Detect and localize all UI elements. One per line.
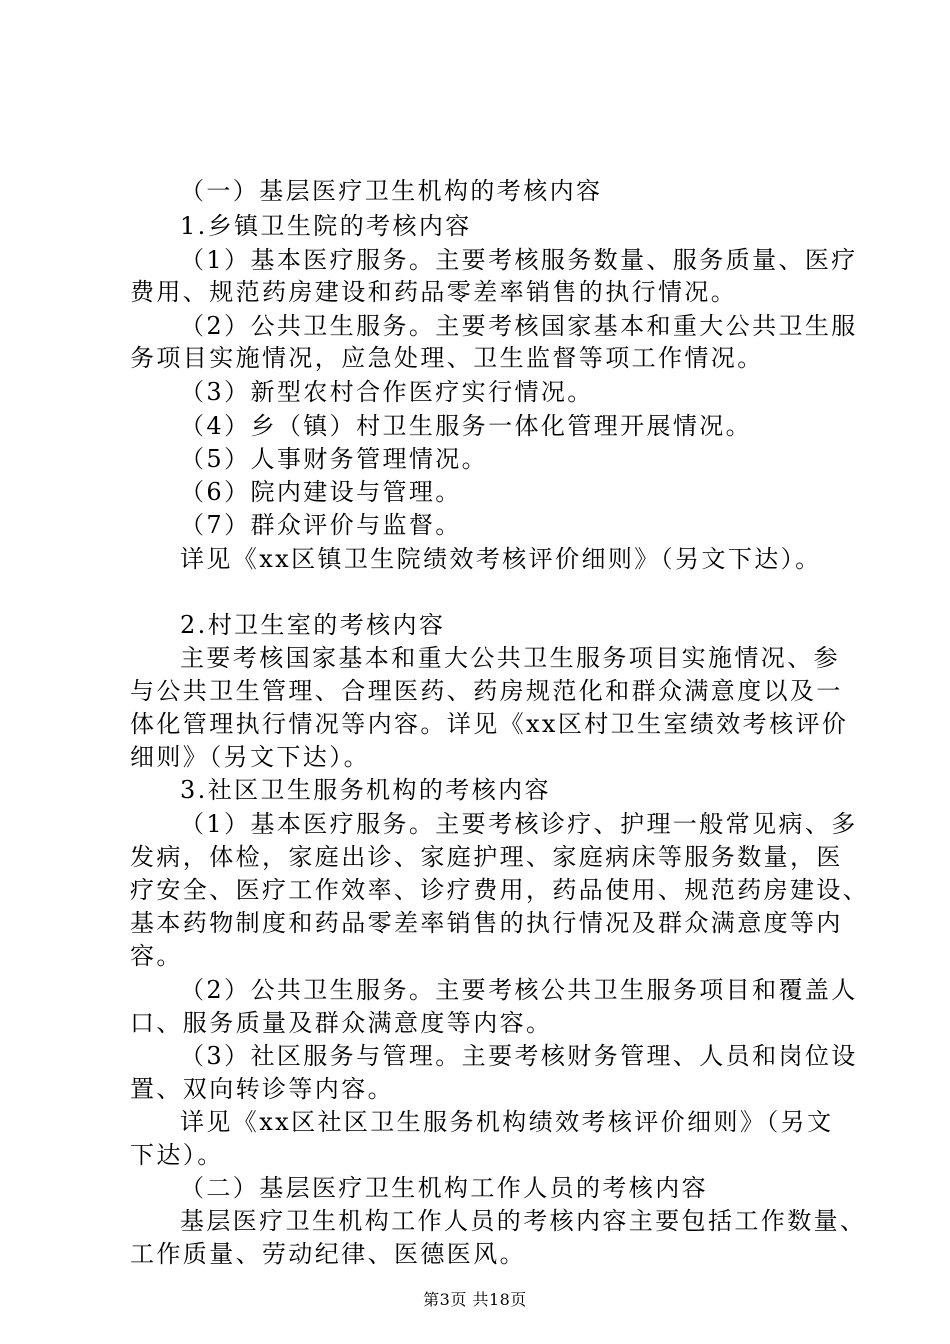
list-item: （5）人事财务管理情况。 [180, 445, 489, 473]
paragraph-line: 细则》（另文下达）。 [130, 743, 370, 771]
paragraph-line: 基本药物制度和药品零差率销售的执行情况及群众满意度等内 [130, 909, 843, 937]
paragraph-line: （2）公共卫生服务。主要考核公共卫生服务项目和覆盖人 [180, 976, 858, 1004]
paragraph-line: 体化管理执行情况等内容。详见《xx区村卫生室绩效考核评价 [130, 710, 849, 738]
paragraph-line: （2）公共卫生服务。主要考核国家基本和重大公共卫生服 [180, 312, 858, 340]
paragraph-line: 置、双向转诊等内容。 [130, 1075, 394, 1103]
paragraph-line: （1）基本医疗服务。主要考核诊疗、护理一般常见病、多 [180, 810, 858, 838]
reference-line: 下达）。 [130, 1141, 224, 1169]
paragraph-line: 主要考核国家基本和重大公共卫生服务项目实施情况、参 [180, 644, 840, 672]
paragraph-line: 口、服务质量及群众满意度等内容。 [130, 1009, 553, 1037]
paragraph-line: 工作质量、劳动纪律、医德医风。 [130, 1240, 526, 1268]
paragraph-line: 务项目实施情况，应急处理、卫生监督等项工作情况。 [130, 344, 764, 372]
paragraph-line: 费用、规范药房建设和药品零差率销售的执行情况。 [130, 278, 738, 306]
list-item: （6）院内建设与管理。 [180, 478, 462, 506]
paragraph-line: （1）基本医疗服务。主要考核服务数量、服务质量、医疗 [180, 246, 858, 274]
paragraph-line: 与公共卫生管理、合理医药、药房规范化和群众满意度以及一 [130, 677, 843, 705]
paragraph-line: （3）社区服务与管理。主要考核财务管理、人员和岗位设 [180, 1042, 858, 1070]
subsection-heading-village: 2.村卫生室的考核内容 [180, 611, 446, 639]
list-item: （3）新型农村合作医疗实行情况。 [180, 378, 594, 406]
subsection-heading-township: 1.乡镇卫生院的考核内容 [180, 212, 472, 240]
list-item: （4）乡（镇）村卫生服务一体化管理开展情况。 [180, 412, 753, 440]
paragraph-line: 疗安全、医疗工作效率、诊疗费用，药品使用、规范药房建设、 [130, 876, 870, 904]
section-heading-2: （二）基层医疗卫生机构工作人员的考核内容 [180, 1174, 708, 1202]
reference-line: 详见《xx区社区卫生服务机构绩效考核评价细则》（另文 [180, 1108, 834, 1136]
subsection-heading-community: 3.社区卫生服务机构的考核内容 [180, 776, 551, 804]
page-number-footer: 第3页 共18页 [423, 1290, 527, 1309]
reference-line: 详见《xx区镇卫生院绩效考核评价细则》（另文下达）。 [180, 545, 822, 573]
paragraph-line: 基层医疗卫生机构工作人员的考核内容主要包括工作数量、 [180, 1207, 867, 1235]
list-item: （7）群众评价与监督。 [180, 511, 462, 539]
paragraph-line: 容。 [130, 942, 183, 970]
paragraph-line: 发病，体检，家庭出诊、家庭护理、家庭病床等服务数量，医 [130, 843, 843, 871]
section-heading-1: （一）基层医疗卫生机构的考核内容 [180, 177, 603, 205]
